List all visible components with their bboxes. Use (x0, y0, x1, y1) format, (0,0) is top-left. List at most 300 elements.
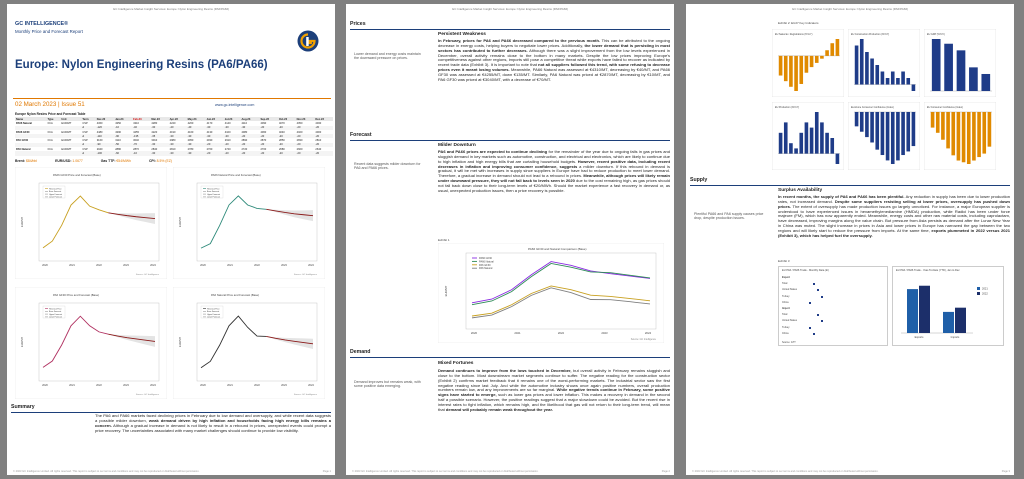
legend-label: Base Forecast (207, 191, 220, 194)
indicator-bar (957, 50, 966, 91)
table-cell: -30 (206, 134, 224, 138)
x-tick-label: 2020 (42, 264, 48, 267)
indicator-chart (924, 29, 996, 97)
legend-label: PA66 GF30 (479, 257, 492, 260)
table-header-cell: Feb-23 (132, 117, 150, 121)
indicator-bar (941, 112, 945, 140)
indicator-bar (906, 78, 910, 85)
table-cell: PA66 Natural (16, 121, 32, 125)
price-table-title: Europe Nylon Resins Price and Forecast Table (15, 112, 86, 116)
table-cell: -40 (169, 126, 187, 130)
indicator-bar (957, 112, 961, 161)
table-header-cell: May-23 (187, 117, 206, 121)
table-cell: -30 (240, 126, 259, 130)
chart-frame (848, 29, 920, 97)
page-header: GC Intelligence Market Insight Services: Europe: Nylon Engineering Resins (PA6/PA66) (791, 7, 909, 11)
supply-text: In recent months, the supply of PA6 and PA66 has been plentiful. Any reduction in supply has been due to lower production rates, not increased demand. Despite some suppliers resisting selling at lower prices, oversupply has pushed down prices. The extent of oversupply has made production issues go largely unnoticed. For instance, a major European supplier is understood to have experienced issues in hexamethylenediamine (HMDA) production, while Radici has been under force majeure (FM), which has now apparently ended. Meanwhile, energy costs and other raw material costs, including caprolactam, have decreased, improving margins along the value chain. But pressure from Asia persists as demand after the Lunar New Year in China was muted. The slight increase in prices in Asia and lower prices in Europe has narrowed the gap between the two regions and will likely start to reduce the pressure from imports. At the same time, exports plummeted in 2022 versus 2021 (Exhibit 3), which has helped fuel the oversupply. (778, 194, 1010, 238)
table-cell: -30 (187, 151, 206, 155)
table-cell: -70 (132, 143, 150, 147)
supply-rule (690, 185, 1010, 186)
table-cell: -20 (240, 151, 259, 155)
trade-row-label: Export (782, 276, 790, 279)
indicator-bar (860, 112, 864, 132)
table-cell: -40 (187, 126, 206, 130)
table-header-cell: Nov-23 (296, 117, 315, 121)
table-cell: -20 (259, 143, 277, 147)
indicator-bar (820, 122, 824, 153)
page-number: Page 2 (661, 470, 670, 473)
x-tick-label: 2024 (644, 331, 652, 335)
chart-frame (15, 167, 167, 279)
page-header: GC Intelligence Market Insight Services: Europe: Nylon Engineering Resins (PA6/PA66) (112, 7, 230, 11)
summary-text: The PA6 and PA66 markets faced declining prices in February due to low demand and oversupply, and while recent data suggests a possible milder downturn, weak demand driven by high inflation and households facing high energy bills remains a concern. Although a gradual increase in demand is not likely to result in a rebound in prices, unexpected events could prompt a price recovery. The uncertainties associated with many market challenges should continue to provide low visibility. (95, 413, 331, 433)
indicator-bar (982, 112, 986, 154)
indicator-bar (931, 112, 935, 128)
chart-source: Source: GC Intelligence (135, 394, 159, 396)
indicator-bar (972, 112, 976, 161)
table-cell: 2720 (241, 147, 248, 151)
table-cell: -30 (150, 126, 168, 130)
legend-label: Upper Forecast (49, 193, 63, 196)
x-tick-label: 2020 (200, 384, 206, 387)
demand-heading: Demand (350, 349, 371, 355)
issue-date: 02 March 2023 | Issue 51 (15, 101, 85, 108)
indicator-bar (784, 56, 788, 81)
indicator-bar (875, 112, 879, 150)
supply-sidenote: Plentiful PA66 and PA6 supply causes price drop, despite production issues. (694, 212, 764, 221)
table-header-cell: Sep-23 (259, 117, 277, 121)
y-axis-label: EUR/MT (21, 337, 24, 347)
table-cell: -90 (114, 134, 132, 138)
indicator-bar (810, 128, 814, 154)
table-header-cell: Jan-23 (114, 117, 132, 121)
table-cell: 2840 (151, 147, 158, 151)
legend-label: Lower Forecast (207, 196, 221, 199)
table-cell: 2810 (315, 139, 322, 143)
table-cell: 4360 (96, 121, 103, 125)
x-tick-label: 2024 (308, 264, 314, 267)
table-cell: PA6 GF30 (16, 139, 29, 143)
table-cell: -20 (224, 151, 241, 155)
trade-row-label: Turkey (782, 325, 790, 329)
table-cell: EUR/MT (61, 147, 72, 151)
indicator-bar (799, 133, 803, 154)
table-cell (60, 151, 81, 155)
chart-title: Eurozone Consumer Confidence (Index) (851, 106, 894, 109)
table-cell: -30 (169, 134, 187, 138)
table-cell: 4080 (241, 130, 248, 134)
table-cell: 2930 (206, 139, 213, 143)
price-forecast-table (15, 117, 333, 156)
table-cell: -20 (314, 134, 333, 138)
indicator-bar (967, 112, 971, 164)
indicator-bar (794, 56, 798, 91)
indicator-bar (901, 72, 905, 85)
table-header-cell: Type (47, 117, 61, 121)
indicator-bar (865, 52, 869, 85)
table-cell: 2830 (296, 139, 303, 143)
trade-marker (813, 283, 815, 285)
table-cell: FCA (47, 121, 53, 125)
table-cell: 3040 (133, 139, 139, 143)
table-cell: -30 (150, 151, 168, 155)
table-cell: 2640 (315, 147, 322, 151)
trade-row-label: Import (782, 307, 790, 310)
comparison-chart (438, 243, 664, 343)
demand-subheading: Mixed Fortunes (438, 361, 474, 366)
table-cell: CSP (82, 147, 88, 151)
table-cell: 4160 (187, 130, 194, 134)
legend-label: 2021 (982, 287, 988, 291)
table-cell: -60 (114, 151, 132, 155)
indicator-bar (855, 112, 859, 126)
table-header-cell: Mar-23 (150, 117, 168, 121)
trade-marker (809, 302, 811, 304)
table-cell: -20 (259, 134, 277, 138)
price-chart (173, 167, 325, 279)
trade-row-label: Turkey (782, 294, 790, 298)
table-cell: 2850 (278, 139, 285, 143)
website-link[interactable]: www.gc-intelligence.com (215, 103, 255, 107)
table-cell: -100 (96, 151, 114, 155)
indicator-bar (860, 39, 864, 85)
indicator-bar (981, 74, 990, 91)
y-axis-label: EUR/MT (21, 217, 24, 227)
table-cell: 2810 (169, 147, 176, 151)
table-cell: EUR/MT (61, 139, 72, 143)
table-cell: -120 (96, 126, 114, 130)
indicator-bar (988, 112, 992, 147)
table-cell (47, 151, 61, 155)
table-cell: 4255 (133, 130, 139, 134)
table-cell: -90 (96, 143, 114, 147)
indicator-bar (815, 112, 819, 154)
table-header-cell: Aug-23 (240, 117, 259, 121)
trade-ytd-chart (893, 273, 1005, 345)
chart-title: EU Consumer Confidence (Index) (927, 106, 963, 109)
table-cell: 2940 (96, 147, 103, 151)
table-cell: -30 (187, 134, 206, 138)
trade-row-label: China (782, 300, 789, 304)
legend-label: Lower Forecast (49, 316, 63, 319)
indicator-gas-ttf: Gas TTF: €54/MWh (100, 159, 131, 163)
x-tick-label: 2023 (281, 264, 287, 267)
table-cell: -10 (114, 126, 132, 130)
indicator-bar (779, 133, 783, 154)
legend-label: Upper Forecast (207, 193, 221, 196)
indicator-bar (906, 112, 910, 151)
brand-name: GC INTELLIGENCE® (15, 21, 69, 27)
chart-title: EU Sales Ex. Registrations (%YoY) (775, 33, 813, 36)
table-cell: -20 (296, 126, 315, 130)
indicator-bar (944, 44, 953, 91)
indicator-bar (810, 56, 814, 67)
market-indicators (15, 159, 331, 163)
chart-title: EU GDP (%YoY) (927, 33, 945, 36)
trade-bar (919, 286, 930, 333)
legend-label: PA6 GF30 (479, 263, 491, 267)
legend-label: PA66 Natural (479, 260, 494, 264)
x-tick-label: 2023 (601, 331, 608, 335)
legend-swatch (977, 287, 980, 290)
trade-bar (943, 312, 954, 333)
table-cell: -30 (150, 143, 168, 147)
trade-bar (955, 308, 966, 333)
table-cell: 4060 (260, 130, 267, 134)
trade-ytd-title: EU PA6 / PA66 Trade - Year-To-Date (YTD), Jan to Dec (896, 269, 960, 272)
table-cell: -30 (224, 134, 241, 138)
table-cell: -35 (150, 134, 168, 138)
table-header-cell: Jun-23 (206, 117, 224, 121)
chart-title: EU Production (%YoY) (775, 106, 800, 109)
table-cell: -50 (114, 143, 132, 147)
x-tick-label: 2022 (254, 384, 260, 387)
report-page-2 (346, 4, 674, 475)
x-tick-label: 2021 (227, 384, 233, 387)
indicator-bar (865, 112, 869, 137)
x-tick-label: 2020 (470, 331, 478, 335)
indicator-bar (794, 148, 798, 153)
chart-frame (438, 243, 664, 343)
table-cell: 4100 (224, 130, 231, 134)
x-tick-label: 2022 (557, 331, 565, 335)
indicator-bar (830, 138, 834, 154)
page-number: Page 1 (322, 470, 331, 473)
table-cell: 4190 (169, 130, 176, 134)
page-header: GC Intelligence Market Insight Services: Europe: Nylon Engineering Resins (PA6/PA66) (451, 7, 569, 11)
table-cell: 2680 (278, 147, 285, 151)
table-cell: -20 (278, 126, 296, 130)
legend-label: 2022 (982, 292, 988, 296)
table-cell: 4000 (315, 130, 322, 134)
indicator-chart (772, 102, 844, 170)
indicator-bar (825, 50, 829, 56)
table-header-cell: Apr-23 (169, 117, 187, 121)
report-type: Monthly Price and Forecast Report (15, 29, 83, 34)
table-header-cell: Jul-23 (224, 117, 241, 121)
table-header-cell: Dec-22 (96, 117, 114, 121)
page-footer: © 2023 GC Intelligence Limited. All rights reserved. This report is subject to our terms and conditions and may not be reproduced or distributed without permission. (692, 470, 879, 473)
table-header-cell: Unit (60, 117, 81, 121)
table-cell: -20 (224, 143, 241, 147)
indicator-bar (962, 112, 966, 162)
demand-rule (350, 357, 670, 358)
supply-heading: Supply (690, 177, 708, 183)
trade-bar (907, 289, 918, 333)
indicator-bar (825, 133, 829, 154)
table-cell: 2660 (296, 147, 303, 151)
table-cell: -20 (314, 151, 333, 155)
indicator-bar (886, 78, 890, 85)
table-cell: EUR/MT (61, 130, 72, 134)
indicator-bar (805, 122, 809, 153)
legend-label: Historical Price (207, 188, 220, 191)
table-cell: CSP (82, 130, 88, 134)
table-cell: PA66 GF30 (16, 130, 30, 134)
trade-marker (813, 333, 815, 335)
indicator-bar (870, 59, 874, 85)
table-cell: 4480 (96, 130, 103, 134)
legend-label: Historical Price (207, 308, 220, 311)
indicator-bar (855, 46, 859, 85)
prices-sidenote: Lower demand and energy costs maintain the downward pressure on prices. (354, 52, 421, 61)
table-cell: -30 (206, 126, 224, 130)
table-cell: 4030 (315, 121, 322, 125)
trade-marker (821, 320, 823, 322)
table-cell: -20 (296, 151, 315, 155)
legend-label: Upper Forecast (49, 313, 63, 316)
table-cell: 2700 (260, 147, 267, 151)
price-chart (15, 167, 167, 279)
forecast-subheading: Milder Downturn (438, 143, 476, 148)
forecast-heading: Forecast (350, 132, 372, 138)
indicator-bar (977, 112, 981, 157)
indicator-bar (896, 78, 900, 85)
indicator-bar (875, 65, 879, 85)
trade-ytd-panel (892, 266, 1004, 346)
indicator-bar (799, 56, 803, 84)
table-cell: -20 (314, 143, 333, 147)
table-cell: FCA (47, 130, 53, 134)
table-cell: 4200 (187, 121, 194, 125)
legend-label: Lower Forecast (49, 196, 63, 199)
legend-label: Lower Forecast (207, 316, 221, 319)
report-page-3 (686, 4, 1014, 475)
table-cell: -40 (132, 126, 150, 130)
table-cell: 4110 (241, 121, 248, 125)
table-cell: -135 (132, 134, 150, 138)
indicator-bar (912, 85, 916, 92)
table-cell: 3010 (151, 139, 158, 143)
indicator-bar (912, 112, 916, 146)
table-cell: 4220 (151, 130, 158, 134)
x-tick-label: 2021 (514, 331, 521, 335)
table-cell: 4280 (151, 121, 158, 125)
exhibit-1-label: Exhibit 1 (438, 238, 450, 242)
x-tick-label: 2020 (200, 264, 206, 267)
table-cell: 4050 (296, 121, 303, 125)
table-cell: Δ (81, 151, 95, 155)
table-cell: -20 (278, 143, 296, 147)
indicator-cpi: CPI: 8.5% (EZ) (148, 159, 172, 163)
y-axis-label: EUR/MT (444, 285, 448, 297)
legend-label: Historical Price (49, 308, 62, 311)
x-tick-label: 2021 (69, 264, 75, 267)
table-cell: -20 (296, 143, 315, 147)
indicator-bar (789, 56, 793, 87)
table-cell: 4130 (206, 130, 213, 134)
indicator-bar (830, 43, 834, 56)
summary-heading: Summary (11, 404, 35, 410)
demand-sidenote: Demand improves but remains weak, with some positive data emerging. (354, 380, 421, 389)
trade-row-label: China (782, 331, 789, 335)
y-axis-label: EUR/MT (179, 217, 182, 227)
indicator-bar (901, 112, 905, 155)
table-cell: 2880 (115, 147, 121, 151)
x-tick-label: 2024 (150, 264, 156, 267)
trade-row-label: United States (782, 288, 798, 292)
indicator-eurusd: EUR/USD: 1.0677 (55, 159, 83, 163)
table-cell: 4090 (260, 121, 267, 125)
indicator-bar (891, 72, 895, 85)
table-cell: CSP (82, 139, 88, 143)
page-footer: © 2023 GC Intelligence Limited. All rights reserved. This report is subject to our terms and conditions and may not be reproduced or distributed without permission. (352, 470, 539, 473)
chart-source: Source: GC Intelligence (630, 338, 656, 341)
chart-title: EU Construction Production (%YoY) (851, 33, 890, 36)
trade-marker (817, 314, 819, 316)
table-cell (15, 151, 47, 155)
legend-label: Base Forecast (49, 191, 62, 194)
table-cell: 2950 (187, 139, 194, 143)
table-cell: -20 (259, 126, 277, 130)
x-tick-label: 2022 (96, 384, 102, 387)
table-cell: 2890 (241, 139, 248, 143)
indicator-bar (836, 154, 840, 164)
indicator-bar (789, 143, 793, 153)
x-tick-label: 2023 (123, 384, 129, 387)
table-cell: 4020 (296, 130, 303, 134)
table-cell: 4310 (133, 121, 139, 125)
trade-marker (821, 296, 823, 298)
chart-frame (173, 167, 325, 279)
table-cell: PA6 Natural (16, 147, 31, 151)
table-cell: -20 (240, 134, 259, 138)
table-cell: EUR/MT (61, 121, 72, 125)
chart-title: PA6 Natural Price and Forecast (Base) (211, 293, 260, 297)
table-cell: 4350 (115, 121, 121, 125)
prices-heading: Prices (350, 21, 366, 27)
x-tick-label: 2024 (150, 384, 156, 387)
table-cell: -20 (206, 143, 224, 147)
table-cell: 4170 (206, 121, 213, 125)
trade-source: Source: GTT (782, 341, 796, 344)
legend-label: Historical Price (49, 188, 62, 191)
table-cell: 2780 (187, 147, 194, 151)
table-cell: 2910 (224, 139, 231, 143)
indicator-chart (848, 102, 920, 170)
indicator-bar (886, 112, 890, 160)
table-header-cell: Name (15, 117, 47, 121)
table-cell: FCA (47, 147, 53, 151)
table-cell: Δ (81, 126, 95, 130)
indicator-bar (881, 72, 885, 85)
indicator-bar (896, 112, 900, 160)
forecast-text: PA6 and PA66 prices are expected to continue declining for the remainder of the year due to ongoing falls in gas prices and sluggish demand in key markets such as automotive, construction, and electrical and electronics, which are likely to continue due to high inflation and high energy bills that are curtailing household budgets. However, recent positive data, including recent decreases in inflation and improving consumer confidence, suggests a milder downturn. If this rebound in demand is gradual, it will be met with increases in supply since suppliers in Europe have had to reduce production to meet lower demand. Therefore, a gradual increase in demand should not lead to a rebound in prices. Meanwhile, although prices will likely remain under downward pressure, they will not fall back to levels seen in 2020 due to the cost remaining high, as gas prices should not fall back down close to their long-term levels of €20/MWh. Should the market experience a fast recovery in demand or, as usual, unexpected production issues, then a price recovery is possible. (438, 149, 671, 193)
indicator-bar (820, 56, 824, 59)
x-tick-label: 2021 (227, 264, 233, 267)
forecast-rule (350, 140, 670, 141)
report-page-1 (7, 4, 335, 475)
indicator-chart (772, 29, 844, 97)
gc-logo-icon (297, 30, 319, 52)
chart-source: Source: GC Intelligence (293, 274, 317, 276)
price-chart (15, 287, 167, 399)
x-tick-label: 2023 (281, 384, 287, 387)
table-cell: -20 (296, 134, 315, 138)
table-cell: Δ (81, 134, 95, 138)
legend-label: PA6 Natural (479, 267, 493, 271)
indicator-bar (784, 122, 788, 153)
indicator-bar (836, 39, 840, 56)
x-tick-label: 2024 (308, 384, 314, 387)
indicator-bar (870, 112, 874, 142)
legend-swatch (977, 292, 980, 295)
indicator-bar (779, 56, 783, 76)
table-cell: -30 (187, 143, 206, 147)
trade-marker (809, 327, 811, 329)
table-cell: 3110 (115, 139, 121, 143)
table-cell: -20 (240, 143, 259, 147)
